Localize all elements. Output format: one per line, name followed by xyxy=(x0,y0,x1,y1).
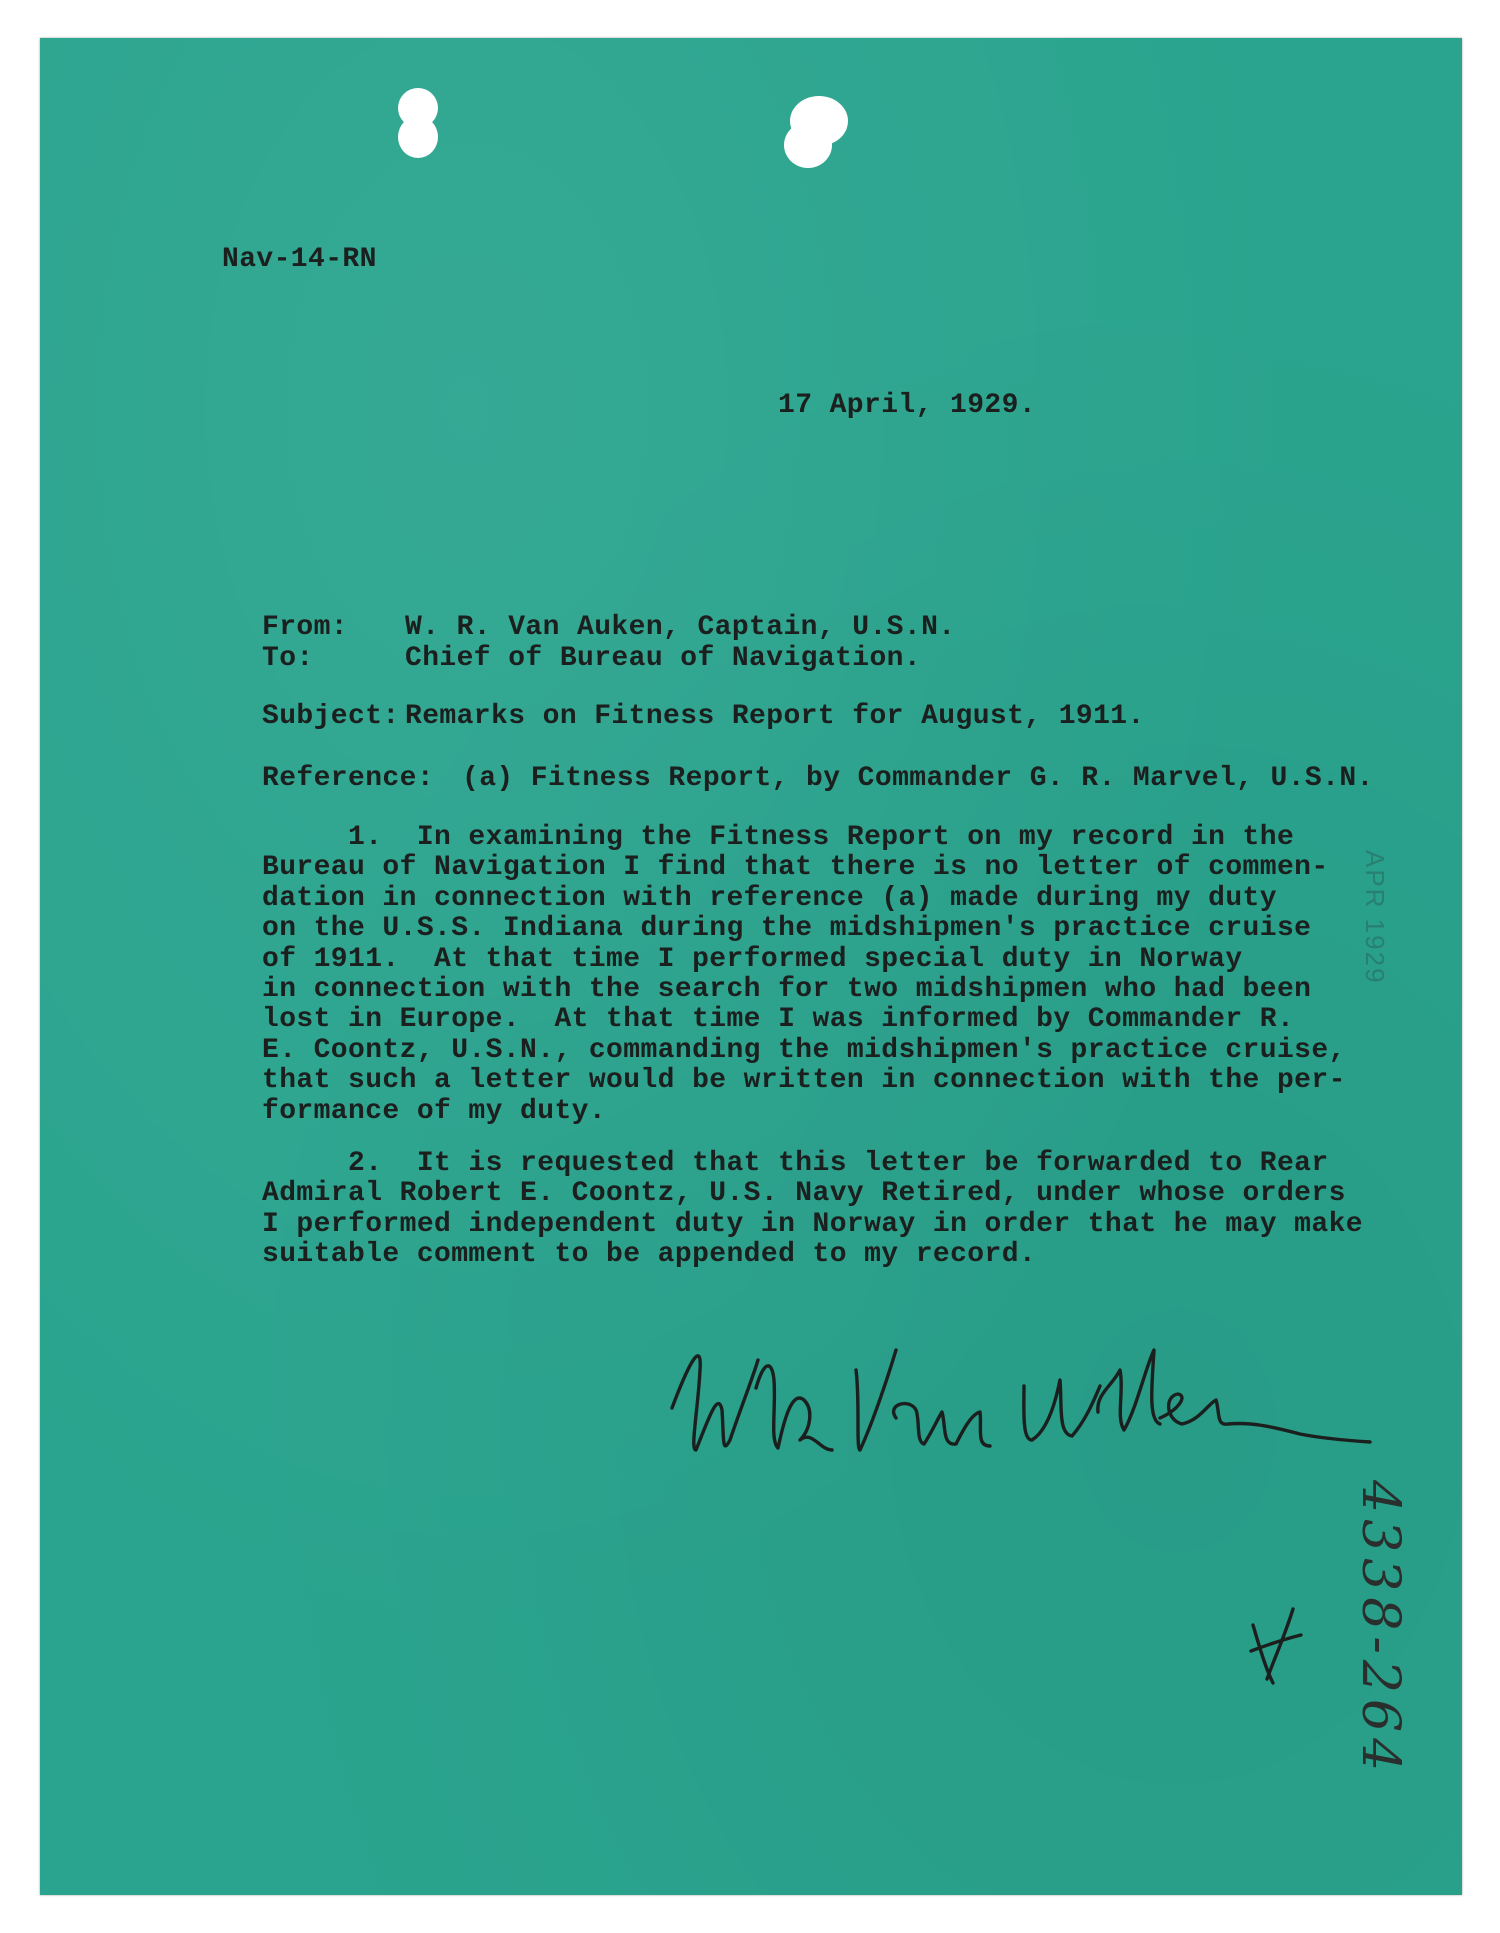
punch-hole-left-lower xyxy=(398,116,438,158)
check-mark xyxy=(1245,1605,1305,1685)
paragraph-2: 2. It is requested that this letter be forwarded to Rear Admiral Robert E. Coontz, U.S. Navy Retired, under whose orders I performed independent duty in Norway in order that he may make suitable comment to be appended to my record. xyxy=(262,1148,1363,1271)
from-line xyxy=(262,613,956,643)
to-value: Chief of Bureau of Navigation. xyxy=(405,643,922,674)
signature xyxy=(660,1300,1380,1480)
punch-hole-right-lower xyxy=(784,122,832,168)
received-stamp: APR 1929 xyxy=(1360,850,1390,985)
from-value: W. R. Van Auken, Captain, U.S.N. xyxy=(405,612,956,643)
reference-label: Reference: xyxy=(262,763,435,794)
reference-line xyxy=(262,764,1374,794)
reference-value: (a) Fitness Report, by Commander G. R. Marvel, U.S.N. xyxy=(462,763,1374,794)
file-code: Nav-14-RN xyxy=(222,244,377,275)
paragraph-1: 1. In examining the Fitness Report on my record in the Bureau of Navigation I find that there is no letter of commen- dation in connection with reference (a) made during my duty on the U.S.S. Indiana during the midshipmen's practice cruise of 1911. At that time I performed special duty in Norway in connection with the search for two midshipmen who had been lost in Europe. At that time I was informed by Commander R. E. Coontz, U.S.N., commanding the midshipmen's practice cruise, that such a letter would be written in connection with the per- formance of my duty. xyxy=(262,822,1346,1127)
subject-label: Subject: xyxy=(262,701,400,732)
to-label: To: xyxy=(262,643,314,674)
from-label: From: xyxy=(262,612,349,643)
subject-line xyxy=(262,702,1145,732)
subject-value: Remarks on Fitness Report for August, 1911. xyxy=(405,701,1145,732)
letter-date: 17 April, 1929. xyxy=(778,390,1037,421)
file-number: 4338-264 xyxy=(1350,1480,1410,1778)
to-line xyxy=(262,644,921,674)
